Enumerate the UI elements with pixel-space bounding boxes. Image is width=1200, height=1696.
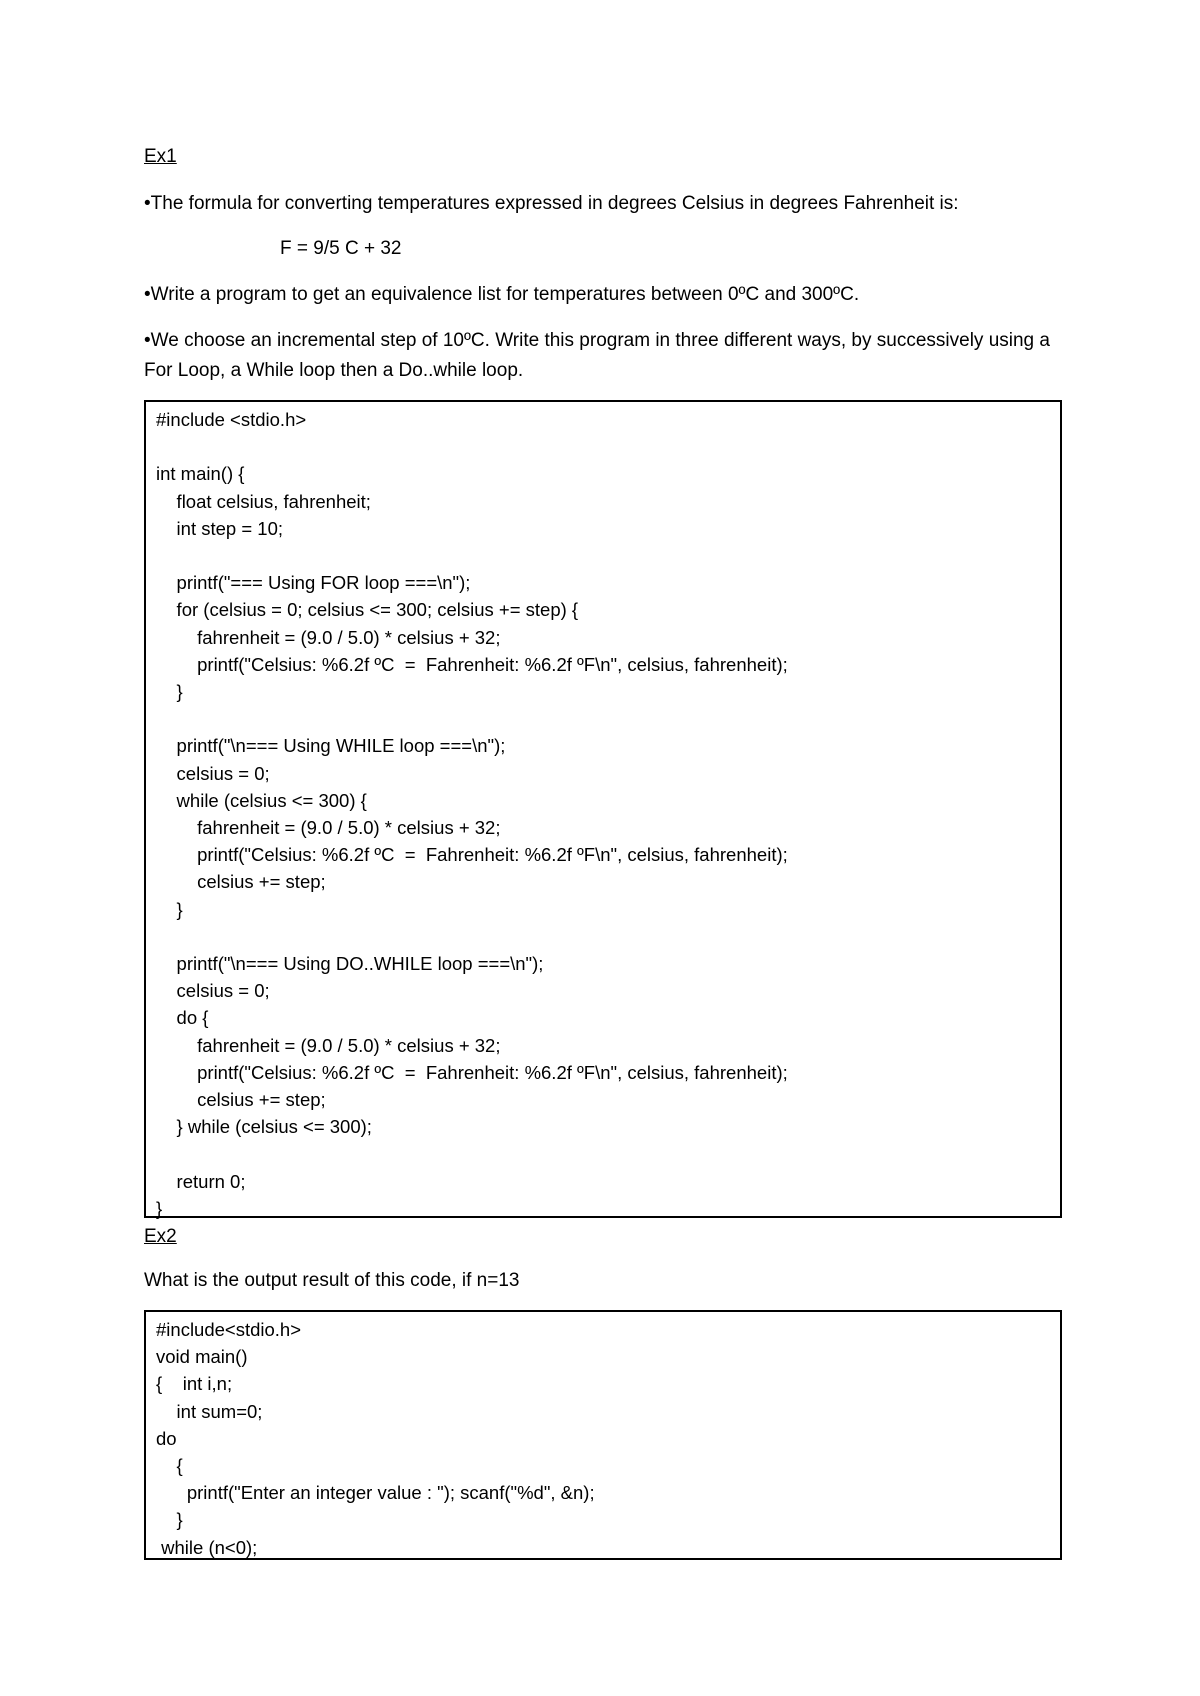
ex2-code: #include<stdio.h> void main() { int i,n; int sum=0; do { printf("Enter an integer value : "); scanf("%d", &n); } while (n<0); (156, 1319, 595, 1558)
ex1-formula: F = 9/5 C + 32 (280, 238, 402, 259)
ex1-bullet-task: •Write a program to get an equivalence list for temperatures between 0ºC and 300ºC. (144, 284, 860, 305)
ex1-bullet-formula-intro: •The formula for converting temperatures expressed in degrees Celsius in degrees Fahrenheit is: (144, 193, 959, 214)
ex1-heading: Ex1 (144, 146, 177, 167)
ex2-heading: Ex2 (144, 1226, 177, 1247)
ex2-question: What is the output result of this code, if n=13 (144, 1270, 520, 1291)
ex1-bullet-step: •We choose an incremental step of 10ºC. Write this program in three different ways, by successively using a For Loop, a While loop then a Do..while loop. (144, 330, 1050, 381)
ex1-code-box (144, 400, 1062, 1218)
ex1-code: #include <stdio.h> int main() { float celsius, fahrenheit; int step = 10; printf("=== Using FOR loop ===\n"); for (celsius = 0; celsius <= 300; celsius += step) { fahrenheit = (9.0 / 5.0) * celsius + 32; printf("Celsius: %6.2f ºC = Fahrenheit: %6.2f ºF\n", celsius, fahrenheit); } printf("\n=== Using WHILE loop ===\n"); celsius = 0; while (celsius <= 300) { fahrenheit = (9.0 / 5.0) * celsius + 32; printf("Celsius: %6.2f ºC = Fahrenheit: %6.2f ºF\n", celsius, fahrenheit); celsius += step; } printf("\n=== Using DO..WHILE loop ===\n"); celsius = 0; do { fahrenheit = (9.0 / 5.0) * celsius + 32; printf("Celsius: %6.2f ºC = Fahrenheit: %6.2f ºF\n", celsius, fahrenheit); celsius += step; } while (celsius <= 300); return 0; } (156, 409, 788, 1219)
ex2-code-box (144, 1310, 1062, 1560)
